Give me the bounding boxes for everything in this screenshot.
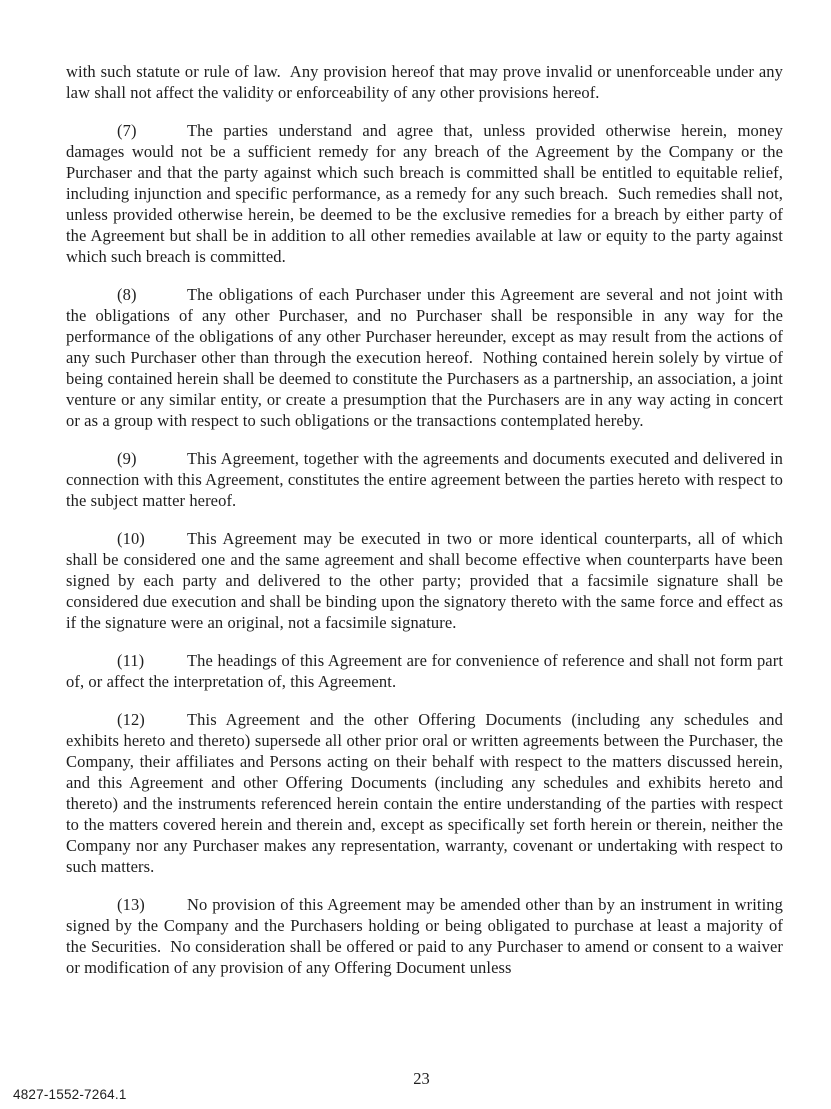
page-number: 23 bbox=[413, 1069, 430, 1088]
paragraph-continuation bbox=[66, 61, 783, 103]
paragraph-text: This Agreement and the other Offering Documents (including any schedules and exhibits hereto and thereto) supersede all other prior oral or written agreements between the Purchaser, the Company, their affiliates and Persons acting on their behalf with respect to the matters discussed herein, and this Agreement and other Offering Documents (including any schedules and exhibits hereto and thereto) and the instruments referenced herein contain the entire understanding of the parties with respect to the matters covered herein and therein and, except as specifically set forth herein or therein, neither the Company nor any Purchaser makes any representation, warranty, covenant or undertaking with respect to such matters. bbox=[66, 710, 783, 876]
paragraph-8 bbox=[66, 284, 783, 431]
paragraph-text: This Agreement may be executed in two or more identical counterparts, all of which shall be considered one and the same agreement and shall become effective when counterparts have been signed by each party and delivered to the other party; provided that a facsimile signature shall be considered due execution and shall be binding upon the signatory thereto with the same force and effect as if the signature were an original, not a facsimile signature. bbox=[66, 529, 783, 632]
paragraph-text: The obligations of each Purchaser under this Agreement are several and not joint with the obligations of any other Purchaser, and no Purchaser shall be responsible in any way for the performance of the obligations of any other Purchaser hereunder, except as may result from the actions of any such Purchaser other than through the execution hereof. Nothing contained herein solely by virtue of being contained herein shall be deemed to constitute the Purchasers as a partnership, an association, a joint venture or any similar entity, or create a presumption that the Purchasers are in any way acting in concert or as a group with respect to such obligations or the transactions contemplated hereby. bbox=[66, 285, 783, 430]
paragraph-number: (9) bbox=[117, 449, 137, 468]
paragraph-number: (12) bbox=[117, 710, 145, 729]
footer-document-id: 4827-1552-7264.1 bbox=[13, 1087, 127, 1102]
paragraph-text: The parties understand and agree that, unless provided otherwise herein, money damages would not be a sufficient remedy for any breach of the Agreement by the Company or the Purchaser and that the party against which such breach is committed shall be entitled to equitable relief, including injunction and specific performance, as a remedy for any such breach. Such remedies shall not, unless provided otherwise herein, be deemed to be the exclusive remedies for a breach by either party of the Agreement but shall be in addition to all other remedies available at law or equity to the party against which such breach is committed. bbox=[66, 121, 783, 266]
paragraph-9 bbox=[66, 448, 783, 511]
paragraph-12 bbox=[66, 709, 783, 877]
paragraph-11 bbox=[66, 650, 783, 692]
paragraph-number: (8) bbox=[117, 285, 137, 304]
document-body bbox=[66, 61, 783, 995]
paragraph-text: The headings of this Agreement are for convenience of reference and shall not form part of, or affect the interpretation of, this Agreement. bbox=[66, 651, 783, 691]
paragraph-7 bbox=[66, 120, 783, 267]
paragraph-number: (10) bbox=[117, 529, 145, 548]
paragraph-text: This Agreement, together with the agreements and documents executed and delivered in connection with this Agreement, constitutes the entire agreement between the parties hereto with respect to the subject matter hereof. bbox=[66, 449, 783, 510]
paragraph-number: (13) bbox=[117, 895, 145, 914]
paragraph-13 bbox=[66, 894, 783, 978]
paragraph-text: with such statute or rule of law. Any provision hereof that may prove invalid or unenforceable under any law shall not affect the validity or enforceability of any other provisions hereof. bbox=[66, 62, 783, 102]
paragraph-number: (7) bbox=[117, 121, 137, 140]
paragraph-10 bbox=[66, 528, 783, 633]
paragraph-number: (11) bbox=[117, 651, 145, 670]
paragraph-text: No provision of this Agreement may be amended other than by an instrument in writing signed by the Company and the Purchasers holding or being obligated to purchase at least a majority of the Securities. No consideration shall be offered or paid to any Purchaser to amend or consent to a waiver or modification of any provision of any Offering Document unless bbox=[66, 895, 783, 977]
